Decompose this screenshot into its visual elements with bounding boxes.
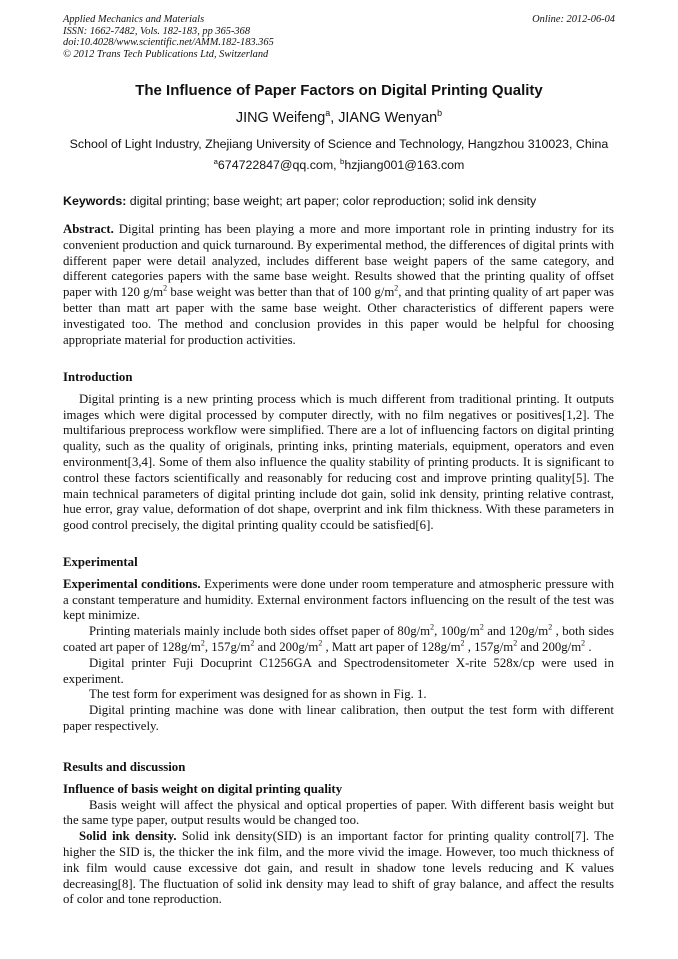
materials-text: .	[585, 639, 592, 654]
materials-text: and 200g/m	[254, 639, 319, 654]
affiliation: School of Light Industry, Zhejiang University of Science and Technology, Hangzhou 310023, China	[69, 137, 609, 151]
calibration-paragraph: Digital printing machine was done with linear calibration, then output the test form with different paper respectively.	[63, 703, 614, 733]
sup: 2	[581, 638, 586, 648]
printer-paragraph: Digital printer Fuji Docuprint C1256GA and Spectrodensitometer X-rite 528x/cp were used in experiment.	[63, 655, 614, 686]
materials-text: and 200g/m	[517, 639, 582, 654]
online-date: Online: 2012-06-04	[532, 14, 615, 25]
experimental-section	[63, 555, 614, 735]
conditions-paragraph	[63, 577, 614, 624]
basis-weight-subheading: Influence of basis weight on digital printing quality	[63, 781, 343, 796]
materials-text: Printing materials mainly include both sides offset paper of 80g/m	[89, 624, 431, 639]
results-section	[63, 760, 614, 908]
author-2: JIANG Wenyan	[338, 110, 438, 126]
abstract-sup-2: 2	[394, 283, 399, 293]
sid-paragraph	[63, 829, 614, 908]
abstract-sup-1: 2	[163, 283, 168, 293]
keywords-text: digital printing; base weight; art paper; color reproduction; solid ink density	[126, 194, 537, 208]
journal-header	[63, 14, 615, 60]
introduction-section	[63, 370, 614, 534]
sup: 2	[430, 622, 435, 632]
abstract-text-1: Digital printing has been playing a more and more important role in printing industry for its convenient production and quick turnaround. By experimental method, the differences of digital prints with different paper were detail analyzed, includes different base weight papers of the same category, and different categories papers with the same base weight. Results showed that the printing quality of offset paper with 120 g/m	[63, 222, 614, 300]
copyright-line: © 2012 Trans Tech Publications Ltd, Switzerland	[63, 48, 269, 60]
paper-title: The Influence of Paper Factors on Digital Printing Quality	[135, 82, 543, 99]
author-1-sup: a	[325, 108, 331, 119]
conditions-label: Experimental conditions.	[63, 576, 201, 591]
materials-text: , 100g/m	[434, 624, 480, 639]
sid-label: Solid ink density.	[79, 829, 177, 844]
sup: 2	[479, 622, 484, 632]
email-a-sup: a	[213, 156, 218, 166]
issn-line: ISSN: 1662-7482, Vols. 182-183, pp 365-368	[63, 25, 251, 37]
sup: 2	[318, 638, 323, 648]
sup: 2	[250, 638, 255, 648]
doi-line: doi:10.4028/www.scientific.net/AMM.182-183.365	[63, 37, 274, 49]
keywords-label: Keywords:	[63, 194, 127, 208]
author-2-sup: b	[437, 108, 443, 119]
abstract-label: Abstract.	[63, 222, 114, 236]
sup: 2	[200, 638, 205, 648]
abstract-text-3: , and that printing quality of art paper was better than matt art paper with the same base weight. Other characteristics of different papers were investigated too. The method and conclusion provides in this paper would be helpful for choosing appropriate material for production activities.	[63, 285, 614, 347]
author-1: JING Weifeng	[235, 110, 326, 126]
materials-text: , both sides coated art paper of 128g/m	[63, 624, 614, 654]
keywords	[63, 194, 623, 208]
abstract-paragraph	[63, 222, 614, 348]
materials-text: , 157g/m	[464, 639, 514, 654]
sup: 2	[513, 638, 518, 648]
sid-text: Solid ink density(SID) is an important factor for printing quality control[7]. The higher the SID is, the thicker the ink film, and the more vivid the image. However, too much thickness of ink film would cause excessive dot gain, and result in shadow tone levels reducing and K values decreasing[8]. The fluctuation of solid ink density may lead to shift of gray balance, and affect the results of color and tone reproduction.	[63, 829, 614, 907]
author-separator: ,	[330, 110, 339, 126]
results-heading: Results and discussion	[63, 760, 186, 774]
email-a: 674722847@qq.com,	[217, 158, 341, 172]
introduction-heading: Introduction	[63, 370, 133, 384]
conditions-text: Experiments were done under room temperature and atmospheric pressure with a constant temperature and humidity. External environment factors influencing on the result of the test was kept minimize.	[63, 576, 614, 623]
abstract-section	[63, 222, 614, 348]
email-b-sup: b	[340, 156, 345, 166]
test-form-paragraph: The test form for experiment was designed for as shown in Fig. 1.	[89, 687, 427, 702]
basis-weight-paragraph: Basis weight will affect the physical and optical properties of paper. With different basis weight but the same type paper, output results would be changed too.	[63, 797, 614, 828]
journal-name: Applied Mechanics and Materials	[63, 14, 205, 25]
abstract-text-2: base weight was better than that of 100 g/m	[167, 285, 395, 300]
author-line	[0, 110, 678, 126]
introduction-paragraph: Digital printing is a new printing process which is much different from traditional printing. It outputs images which were digital processed by computer directly, with no film negatives or positives[1,2]. The multifarious preprocess workflow were simplified. There are a lot of influencing factors on digital printing quality, such as the quality of originals, printing inks, printing materials, equipment, operators and even environment[3,4]. Some of them also influence the quality stability of printing products. It is significant to control these factors scientifically and reasonably for reducing cost and improve printing quality[5]. The main technical parameters of digital printing include dot gain, solid ink density, printing relative contrast, hue error, gray value, deformation of dot shape, overprint and ink film thickness. With these parameters in good control precisely, the digital printing quality ccould be satisfied[6].	[63, 391, 614, 533]
materials-text: and 120g/m	[483, 624, 549, 639]
materials-text: , Matt art paper of 128g/m	[322, 639, 461, 654]
experimental-heading: Experimental	[63, 555, 138, 569]
sup: 2	[548, 622, 553, 632]
sup: 2	[460, 638, 465, 648]
email-b: hzjiang001@163.com	[344, 158, 465, 172]
materials-text: , 157g/m	[204, 639, 251, 654]
materials-paragraph	[63, 624, 614, 656]
email-line	[0, 158, 678, 172]
